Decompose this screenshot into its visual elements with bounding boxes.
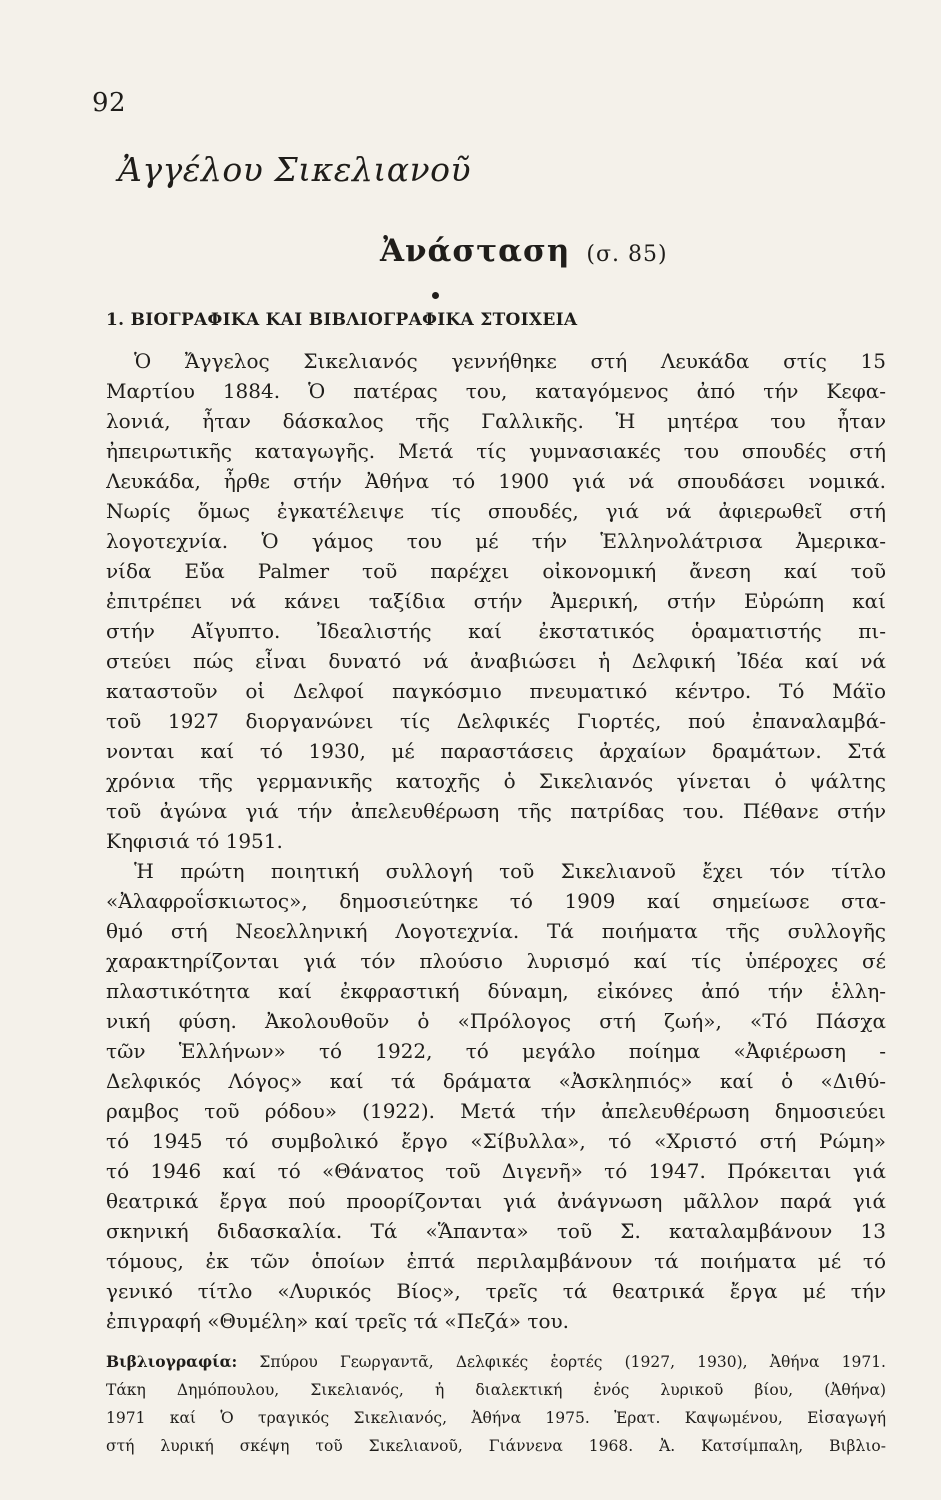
body-line: γενικό τίτλο «Λυρικός Βίος», τρεῖς τά θεατρικά ἔργα μέ τήν (106, 1279, 886, 1303)
body-line: Ἡ πρώτη ποιητική συλλογή τοῦ Σικελιανοῦ ἔχει τόν τίτλο (134, 859, 886, 883)
body-line: χαρακτηρίζονται γιά τόν πλούσιο λυρισμό καί τίς ὑπέροχες σέ (106, 949, 886, 973)
body-line: «Ἀλαφροΐσκιωτος», δημοσιεύτηκε τό 1909 καί σημείωσε στα- (106, 889, 886, 913)
bibliography-label: Βιβλιογραφία: (106, 1352, 238, 1371)
body-line: λονιά, ἦταν δάσκαλος τῆς Γαλλικῆς. Ἡ μητέρα του ἦταν (106, 409, 886, 433)
body-line: θμό στή Νεοελληνική Λογοτεχνία. Τά ποιήματα τῆς συλλογῆς (106, 919, 886, 943)
body-line: σκηνική διδασκαλία. Τά «Ἅπαντα» τοῦ Σ. καταλαμβάνουν 13 (106, 1219, 886, 1243)
body-line: νονται καί τό 1930, μέ παραστάσεις ἀρχαίων δραμάτων. Στά (106, 739, 886, 763)
body-line: τόμους, ἐκ τῶν ὁποίων ἑπτά περιλαμβάνουν τά ποιήματα μέ τό (106, 1249, 886, 1273)
bibliography-line: 1971 καί Ὁ τραγικός Σικελιανός, Ἀθήνα 1975. Ἐρατ. Καψωμένου, Εἰσαγωγή (106, 1409, 886, 1427)
body-line: Μαρτίου 1884. Ὁ πατέρας του, καταγόμενος ἀπό τήν Κεφα- (106, 379, 886, 403)
section-heading: 1. ΒΙΟΓΡΑΦΙΚΑ ΚΑΙ ΒΙΒΛΙΟΓΡΑΦΙΚΑ ΣΤΟΙΧΕΙΑ (106, 310, 578, 330)
body-line: τοῦ 1927 διοργανώνει τίς Δελφικές Γιορτές, πού ἐπαναλαμβά- (106, 709, 886, 733)
body-line: Κηφισιά τό 1951. (106, 829, 283, 853)
body-line: ἐπιγραφή «Θυμέλη» καί τρεῖς τά «Πεζά» του. (106, 1309, 569, 1333)
body-line: τό 1946 καί τό «Θάνατος τοῦ Διγενῆ» τό 1947. Πρόκειται γιά (106, 1159, 886, 1183)
body-line: Λευκάδα, ἦρθε στήν Ἀθήνα τό 1900 γιά νά σπουδάσει νομικά. (106, 469, 886, 493)
bibliography-line (106, 1348, 886, 1376)
body-line: ἐπιτρέπει νά κάνει ταξίδια στήν Ἀμερική, στήν Εὐρώπη καί (106, 589, 886, 613)
page-number: 92 (92, 88, 127, 118)
bibliography-line: Τάκη Δημόπουλου, Σικελιανός, ἡ διαλεκτική ἑνός λυρικοῦ βίου, (Ἀθήνα) (106, 1381, 886, 1399)
body-line: νίδα Εὔα Palmer τοῦ παρέχει οἰκονομική ἄνεση καί τοῦ (106, 559, 886, 583)
work-title: Ἀνάσταση (380, 233, 571, 269)
body-line: πλαστικότητα καί ἐκφραστική δύναμη, εἰκόνες ἀπό τήν ἑλλη- (106, 979, 886, 1003)
work-title-block (380, 233, 668, 269)
body-line: Δελφικός Λόγος» καί τά δράματα «Ἀσκληπιός» καί ὁ «Διθύ- (106, 1069, 886, 1093)
bullet-mark (432, 292, 439, 299)
body-line: ραμβος τοῦ ρόδου» (1922). Μετά τήν ἀπελευθέρωση δημοσιεύει (106, 1099, 886, 1123)
body-text (106, 346, 886, 1336)
body-line: τοῦ ἀγώνα γιά τήν ἀπελευθέρωση τῆς πατρίδας του. Πέθανε στήν (106, 799, 886, 823)
body-line: Ὁ Ἄγγελος Σικελιανός γεννήθηκε στή Λευκάδα στίς 15 (134, 349, 886, 373)
body-line: καταστοῦν οἱ Δελφοί παγκόσμιο πνευματικό κέντρο. Τό Μάϊο (106, 679, 886, 703)
body-line: ἠπειρωτικῆς καταγωγῆς. Μετά τίς γυμνασιακές του σπουδές στή (106, 439, 886, 463)
body-line: στήν Αἴγυπτο. Ἰδεαλιστής καί ἐκστατικός ὁραματιστής πι- (106, 619, 886, 643)
body-line: τῶν Ἑλλήνων» τό 1922, τό μεγάλο ποίημα «Ἀφιέρωση - (106, 1039, 886, 1063)
work-page-reference: (σ. 85) (586, 242, 668, 267)
body-line: θεατρικά ἔργα πού προορίζονται γιά ἀνάγνωση μᾶλλον παρά γιά (106, 1189, 886, 1213)
bibliography-line: στή λυρική σκέψη τοῦ Σικελιανοῦ, Γιάννενα 1968. Ἀ. Κατσίμπαλη, Βιβλιο- (106, 1437, 886, 1455)
body-line: λογοτεχνία. Ὁ γάμος του μέ τήν Ἑλληνολάτρισα Ἀμερικα- (106, 529, 886, 553)
author-title: Ἀγγέλου Σικελιανοῦ (118, 150, 472, 189)
body-line: τό 1945 τό συμβολικό ἔργο «Σίβυλλα», τό «Χριστό στή Ρώμη» (106, 1129, 886, 1153)
bibliography-first-text: Σπύρου Γεωργαντᾶ, Δελφικές ἑορτές (1927, 1930), Ἀθήνα 1971. (259, 1353, 886, 1371)
body-line: στεύει πώς εἶναι δυνατό νά ἀναβιώσει ἡ Δελφική Ἰδέα καί νά (106, 649, 886, 673)
body-line: Νωρίς ὅμως ἐγκατέλειψε τίς σπουδές, γιά νά ἀφιερωθεῖ στή (106, 499, 886, 523)
bibliography (106, 1348, 886, 1460)
body-line: νική φύση. Ἀκολουθοῦν ὁ «Πρόλογος στή ζωή», «Τό Πάσχα (106, 1009, 886, 1033)
body-line: χρόνια τῆς γερμανικῆς κατοχῆς ὁ Σικελιανός γίνεται ὁ ψάλτης (106, 769, 886, 793)
